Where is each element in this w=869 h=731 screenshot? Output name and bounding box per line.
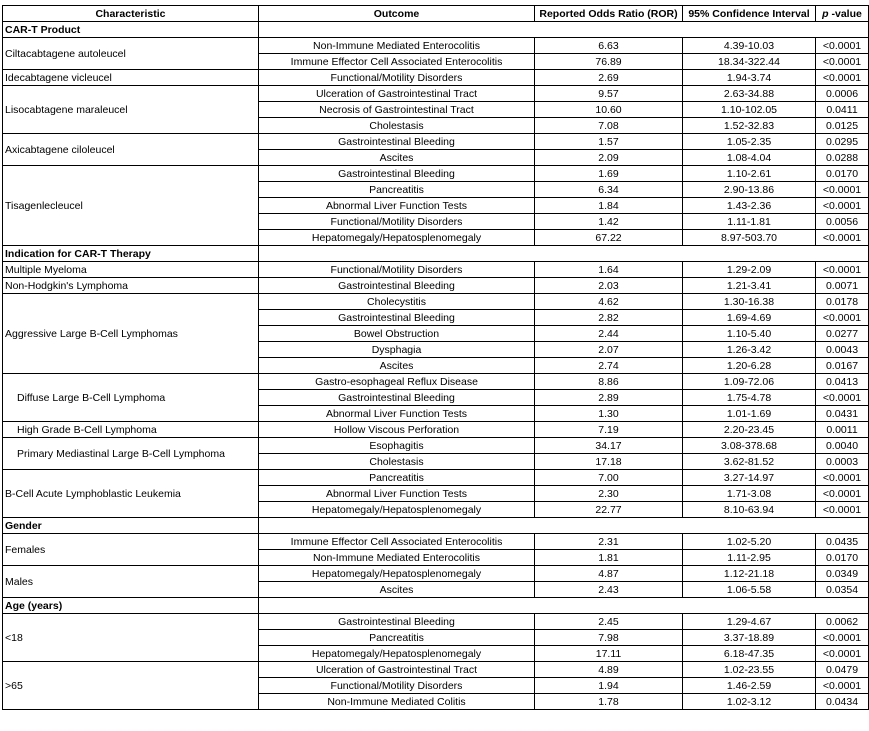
header-row [3,6,869,22]
p-value-cell: 0.0003 [816,454,869,470]
outcome-cell: Cholestasis [259,454,535,470]
ror-cell: 9.57 [535,86,683,102]
ci-cell: 1.11-1.81 [683,214,816,230]
ror-cell: 4.62 [535,294,683,310]
header-outcome: Outcome [259,6,535,22]
section-filler [259,518,869,534]
results-table [2,5,869,710]
ror-cell: 2.03 [535,278,683,294]
ci-cell: 1.29-4.67 [683,614,816,630]
section-title: Indication for CAR-T Therapy [3,246,259,262]
ror-cell: 6.63 [535,38,683,54]
outcome-cell: Functional/Motility Disorders [259,262,535,278]
outcome-cell: Esophagitis [259,438,535,454]
p-value-cell: 0.0006 [816,86,869,102]
p-value-cell: <0.0001 [816,486,869,502]
p-value-cell: 0.0071 [816,278,869,294]
outcome-cell: Functional/Motility Disorders [259,214,535,230]
characteristic-cell: Idecabtagene vicleucel [3,70,259,86]
ci-cell: 1.20-6.28 [683,358,816,374]
header-characteristic: Characteristic [3,6,259,22]
characteristic-cell: Non-Hodgkin's Lymphoma [3,278,259,294]
section-title: CAR-T Product [3,22,259,38]
ror-cell: 2.82 [535,310,683,326]
p-value-cell: <0.0001 [816,38,869,54]
ror-cell: 17.18 [535,454,683,470]
p-value-cell: 0.0178 [816,294,869,310]
p-value-cell: 0.0170 [816,166,869,182]
ci-cell: 1.02-23.55 [683,662,816,678]
ror-cell: 2.69 [535,70,683,86]
outcome-cell: Functional/Motility Disorders [259,678,535,694]
ci-cell: 18.34-322.44 [683,54,816,70]
ci-cell: 4.39-10.03 [683,38,816,54]
outcome-cell: Gastrointestinal Bleeding [259,134,535,150]
ci-cell: 8.10-63.94 [683,502,816,518]
outcome-cell: Hepatomegaly/Hepatosplenomegaly [259,566,535,582]
table-row [3,422,869,438]
p-value-cell: 0.0043 [816,342,869,358]
section-filler [259,246,869,262]
ror-cell: 7.98 [535,630,683,646]
outcome-cell: Hollow Viscous Perforation [259,422,535,438]
outcome-cell: Functional/Motility Disorders [259,70,535,86]
table-row [3,38,869,54]
outcome-cell: Abnormal Liver Function Tests [259,198,535,214]
table-row [3,662,869,678]
outcome-cell: Non-Immune Mediated Enterocolitis [259,550,535,566]
ci-cell: 6.18-47.35 [683,646,816,662]
ror-cell: 2.44 [535,326,683,342]
outcome-cell: Bowel Obstruction [259,326,535,342]
ror-cell: 1.64 [535,262,683,278]
outcome-cell: Gastrointestinal Bleeding [259,166,535,182]
p-value-cell: <0.0001 [816,502,869,518]
ror-cell: 76.89 [535,54,683,70]
ci-cell: 1.29-2.09 [683,262,816,278]
table-row [3,166,869,182]
section-row [3,518,869,534]
table-row [3,374,869,390]
p-value-cell: 0.0411 [816,102,869,118]
ror-cell: 7.00 [535,470,683,486]
ci-cell: 1.75-4.78 [683,390,816,406]
ci-cell: 2.63-34.88 [683,86,816,102]
ror-cell: 2.31 [535,534,683,550]
p-value-cell: <0.0001 [816,262,869,278]
outcome-cell: Immune Effector Cell Associated Enterocolitis [259,54,535,70]
ror-cell: 1.78 [535,694,683,710]
p-value-cell: 0.0434 [816,694,869,710]
ci-cell: 1.69-4.69 [683,310,816,326]
ror-cell: 1.84 [535,198,683,214]
p-value-cell: 0.0354 [816,582,869,598]
table-row [3,438,869,454]
p-value-cell: <0.0001 [816,198,869,214]
ci-cell: 2.90-13.86 [683,182,816,198]
section-row [3,246,869,262]
p-value-cell: <0.0001 [816,70,869,86]
table-row [3,614,869,630]
p-value-cell: 0.0277 [816,326,869,342]
p-value-cell: 0.0125 [816,118,869,134]
ci-cell: 1.11-2.95 [683,550,816,566]
table-body [3,22,869,710]
table-row [3,566,869,582]
p-value-cell: 0.0167 [816,358,869,374]
ci-cell: 1.30-16.38 [683,294,816,310]
ci-cell: 1.46-2.59 [683,678,816,694]
outcome-cell: Immune Effector Cell Associated Enterocolitis [259,534,535,550]
ror-cell: 1.57 [535,134,683,150]
ror-cell: 2.07 [535,342,683,358]
ci-cell: 1.10-5.40 [683,326,816,342]
ror-cell: 2.43 [535,582,683,598]
section-filler [259,22,869,38]
table-row [3,86,869,102]
outcome-cell: Dysphagia [259,342,535,358]
ror-cell: 1.69 [535,166,683,182]
ci-cell: 1.43-2.36 [683,198,816,214]
ror-cell: 1.30 [535,406,683,422]
ror-cell: 22.77 [535,502,683,518]
outcome-cell: Abnormal Liver Function Tests [259,486,535,502]
ror-cell: 7.19 [535,422,683,438]
ci-cell: 1.06-5.58 [683,582,816,598]
table-row [3,134,869,150]
outcome-cell: Cholecystitis [259,294,535,310]
outcome-cell: Abnormal Liver Function Tests [259,406,535,422]
p-value-cell: 0.0288 [816,150,869,166]
table-row [3,278,869,294]
ci-cell: 1.12-21.18 [683,566,816,582]
header-p-rest: -value [828,7,862,20]
ci-cell: 1.05-2.35 [683,134,816,150]
ror-cell: 1.94 [535,678,683,694]
characteristic-cell: Axicabtagene ciloleucel [3,134,259,166]
p-value-cell: <0.0001 [816,54,869,70]
ci-cell: 1.21-3.41 [683,278,816,294]
ci-cell: 3.37-18.89 [683,630,816,646]
outcome-cell: Gastrointestinal Bleeding [259,278,535,294]
characteristic-cell: Tisagenlecleucel [3,166,259,246]
ci-cell: 1.52-32.83 [683,118,816,134]
ror-cell: 1.42 [535,214,683,230]
section-filler [259,598,869,614]
table-row [3,470,869,486]
p-value-cell: <0.0001 [816,470,869,486]
p-value-cell: 0.0056 [816,214,869,230]
characteristic-cell: Diffuse Large B-Cell Lymphoma [3,374,259,422]
header-ror: Reported Odds Ratio (ROR) [535,6,683,22]
ror-cell: 1.81 [535,550,683,566]
p-value-cell: 0.0479 [816,662,869,678]
header-ci: 95% Confidence Interval [683,6,816,22]
outcome-cell: Hepatomegaly/Hepatosplenomegaly [259,502,535,518]
ci-cell: 1.02-3.12 [683,694,816,710]
p-value-cell: 0.0040 [816,438,869,454]
ci-cell: 1.10-102.05 [683,102,816,118]
ror-cell: 10.60 [535,102,683,118]
ci-cell: 1.09-72.06 [683,374,816,390]
outcome-cell: Hepatomegaly/Hepatosplenomegaly [259,646,535,662]
characteristic-cell: High Grade B-Cell Lymphoma [3,422,259,438]
characteristic-cell: Lisocabtagene maraleucel [3,86,259,134]
ror-cell: 4.89 [535,662,683,678]
outcome-cell: Ascites [259,358,535,374]
ror-cell: 4.87 [535,566,683,582]
ci-cell: 3.08-378.68 [683,438,816,454]
ror-cell: 8.86 [535,374,683,390]
outcome-cell: Non-Immune Mediated Colitis [259,694,535,710]
ci-cell: 1.71-3.08 [683,486,816,502]
characteristic-cell: Primary Mediastinal Large B-Cell Lymphoma [3,438,259,470]
ci-cell: 3.62-81.52 [683,454,816,470]
table-container [2,5,869,710]
ci-cell: 1.01-1.69 [683,406,816,422]
p-value-cell: 0.0295 [816,134,869,150]
table-row [3,294,869,310]
p-value-cell: 0.0170 [816,550,869,566]
characteristic-cell: Ciltacabtagene autoleucel [3,38,259,70]
outcome-cell: Pancreatitis [259,470,535,486]
characteristic-cell: Aggressive Large B-Cell Lymphomas [3,294,259,374]
characteristic-cell: B-Cell Acute Lymphoblastic Leukemia [3,470,259,518]
header-p-italic: p [822,7,829,20]
p-value-cell: 0.0413 [816,374,869,390]
outcome-cell: Necrosis of Gastrointestinal Tract [259,102,535,118]
characteristic-cell: Males [3,566,259,598]
p-value-cell: <0.0001 [816,646,869,662]
p-value-cell: 0.0349 [816,566,869,582]
characteristic-cell: >65 [3,662,259,710]
outcome-cell: Ulceration of Gastrointestinal Tract [259,86,535,102]
ror-cell: 2.74 [535,358,683,374]
ror-cell: 2.30 [535,486,683,502]
outcome-cell: Ulceration of Gastrointestinal Tract [259,662,535,678]
p-value-cell: <0.0001 [816,390,869,406]
ror-cell: 34.17 [535,438,683,454]
ci-cell: 1.26-3.42 [683,342,816,358]
outcome-cell: Gastrointestinal Bleeding [259,390,535,406]
table-row [3,534,869,550]
ror-cell: 2.45 [535,614,683,630]
ci-cell: 3.27-14.97 [683,470,816,486]
outcome-cell: Gastrointestinal Bleeding [259,310,535,326]
ci-cell: 1.10-2.61 [683,166,816,182]
section-row [3,598,869,614]
section-title: Age (years) [3,598,259,614]
p-value-cell: 0.0062 [816,614,869,630]
outcome-cell: Pancreatitis [259,630,535,646]
outcome-cell: Pancreatitis [259,182,535,198]
header-p-value [816,6,869,22]
p-value-cell: 0.0435 [816,534,869,550]
ci-cell: 2.20-23.45 [683,422,816,438]
outcome-cell: Gastro-esophageal Reflux Disease [259,374,535,390]
ci-cell: 1.94-3.74 [683,70,816,86]
characteristic-cell: Multiple Myeloma [3,262,259,278]
characteristic-cell: <18 [3,614,259,662]
outcome-cell: Gastrointestinal Bleeding [259,614,535,630]
ci-cell: 1.08-4.04 [683,150,816,166]
p-value-cell: <0.0001 [816,630,869,646]
ror-cell: 17.11 [535,646,683,662]
p-value-cell: 0.0431 [816,406,869,422]
section-title: Gender [3,518,259,534]
p-value-cell: <0.0001 [816,230,869,246]
p-value-cell: <0.0001 [816,678,869,694]
outcome-cell: Hepatomegaly/Hepatosplenomegaly [259,230,535,246]
ror-cell: 7.08 [535,118,683,134]
outcome-cell: Ascites [259,582,535,598]
ror-cell: 67.22 [535,230,683,246]
outcome-cell: Cholestasis [259,118,535,134]
ci-cell: 1.02-5.20 [683,534,816,550]
p-value-cell: 0.0011 [816,422,869,438]
ror-cell: 2.09 [535,150,683,166]
characteristic-cell: Females [3,534,259,566]
table-row [3,262,869,278]
ror-cell: 6.34 [535,182,683,198]
ror-cell: 2.89 [535,390,683,406]
outcome-cell: Ascites [259,150,535,166]
p-value-cell: <0.0001 [816,182,869,198]
section-row [3,22,869,38]
ci-cell: 8.97-503.70 [683,230,816,246]
table-row [3,70,869,86]
p-value-cell: <0.0001 [816,310,869,326]
outcome-cell: Non-Immune Mediated Enterocolitis [259,38,535,54]
